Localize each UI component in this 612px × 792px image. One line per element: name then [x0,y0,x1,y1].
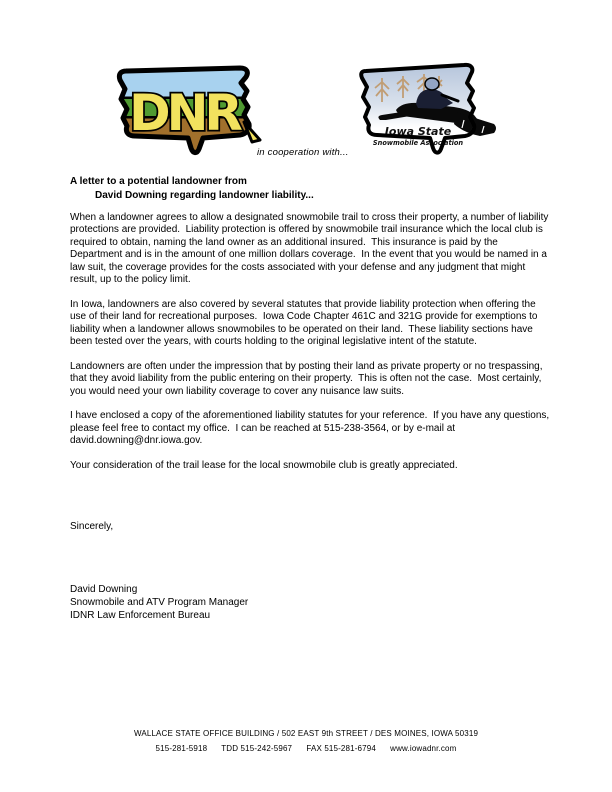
letter-body [70,212,551,485]
iowa-dnr-logo-icon [102,60,266,160]
signature-name: David Downing [70,584,138,595]
letter-heading [70,175,314,202]
cooperation-text: in cooperation with... [257,147,349,158]
paragraph-insurance: When a landowner agrees to allow a designated snowmobile trail to cross their property, a number of liability protections are provided. Liability protection is offered by snowmobile trail insurance which the local club is required to obtain, naming the land owner as an additional insured. This insurance is paid by the Department and is in the amount of one million dollars coverage. In the event that you would be named in a law suit, the coverage provides for the costs associated with your defense and any judgment that might result, up to the policy limit. [70,212,552,286]
issa-logo-name: Iowa State [384,125,452,138]
paragraph-posting: Landowners are often under the impression that by posting their land as private property or no trespassing, that they avoid liability from the public entering on their property. This is often not the case. Most certainly, you would need your own liability coverage to cover any nuisance law suits. [70,360,546,397]
dnr-logo-text: DNR [129,84,239,142]
dnr-r-tail [244,122,260,142]
paragraph-statutes: In Iowa, landowners are also covered by several statutes that provide liability protection when offering the use of their land for recreational purposes. Iowa Code Chapter 461C and 321G provide for exemptions to liability when a landowner allows snowmobiles to be operated on their land. These liability sections have been tested over the years, with courts holding to the original legislative intent of the statute. [70,298,541,348]
signature-title: Snowmobile and ATV Program Manager [70,597,249,608]
closing: Sincerely, [70,521,114,532]
signature-org: IDNR Law Enforcement Bureau [70,610,211,621]
heading-line-2: David Downing regarding landowner liability... [95,189,314,201]
signature-block [70,583,248,622]
footer-address-line: WALLACE STATE OFFICE BUILDING / 502 EAST 9th STREET / DES MOINES, IOWA 50319 [133,729,479,738]
paragraph-contact: I have enclosed a copy of the aforementioned liability statutes for your reference. If you have any questions, please feel free to contact my office. I can be reached at 515-238-3564, or by e-mail at david.downing@dnr.iowa.gov. [70,410,552,447]
issa-logo-subname: Snowmobile Association [372,139,464,147]
iowa-state-snowmobile-association-logo-icon [346,56,504,162]
footer [0,726,612,756]
paragraph-appreciation: Your consideration of the trail lease for the local snowmobile club is greatly appreciated. [70,460,458,472]
heading-line-1: A letter to a potential landowner from [70,176,247,187]
footer-contact-line: 515-281-5918 TDD 515-242-5967 FAX 515-281-6794 www.iowadnr.com [155,744,457,753]
